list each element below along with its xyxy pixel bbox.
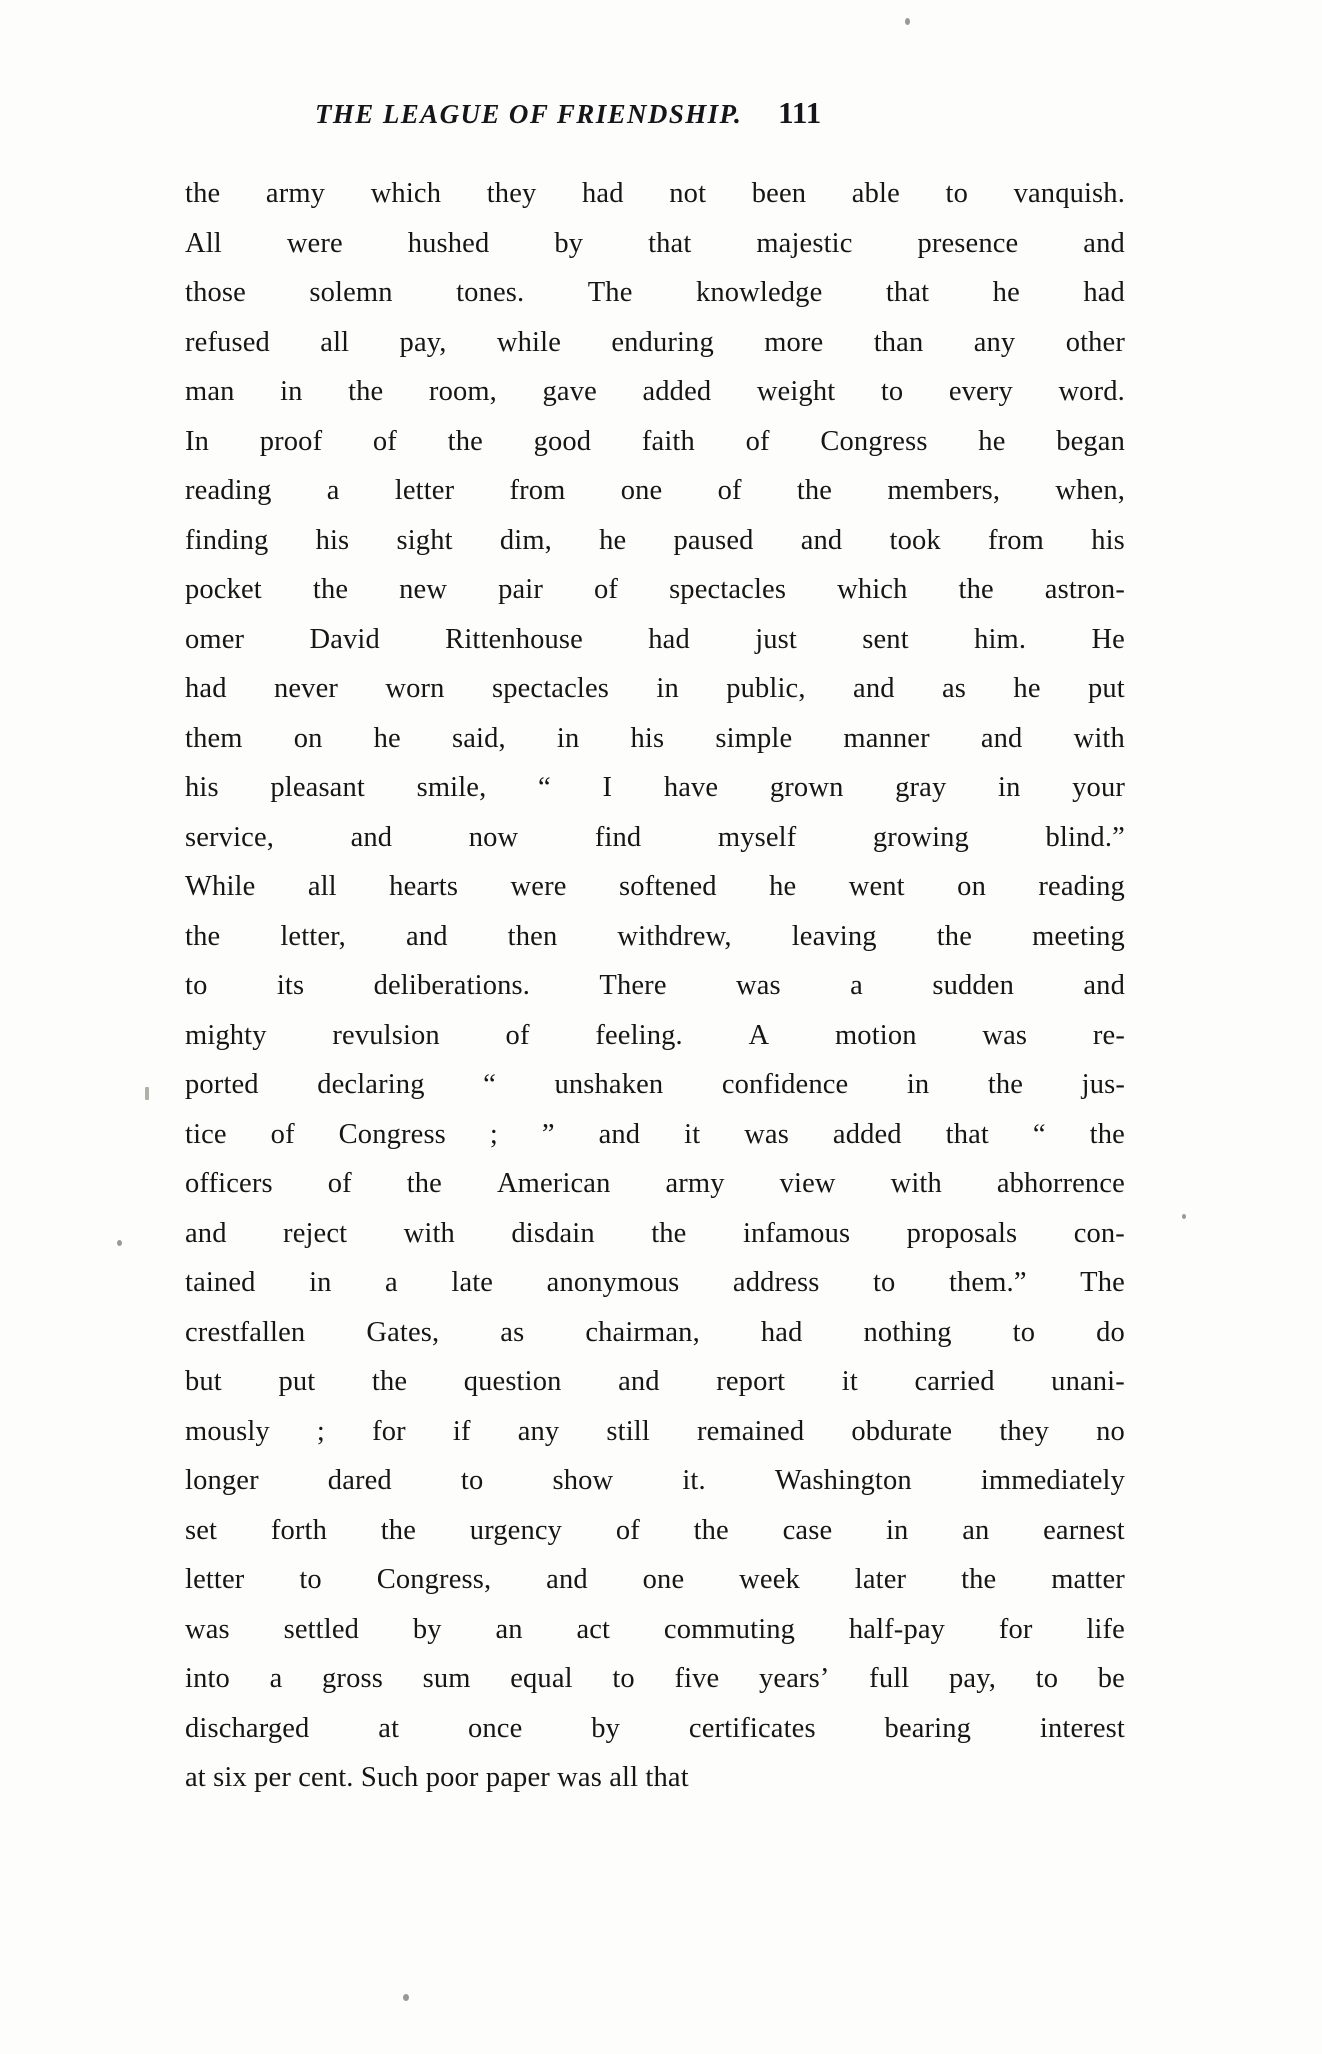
text-line: refused all pay, while enduring more than any other xyxy=(185,326,1125,358)
text-line: crestfallen Gates, as chairman, had nothing to do xyxy=(185,1316,1125,1348)
text-line: the army which they had not been able to vanquish. xyxy=(185,178,1125,209)
text-line: but put the question and report it carried unani- xyxy=(185,1366,1125,1397)
page-content xyxy=(185,95,1125,1803)
text-line: ported declaring “ unshaken confidence in the jus- xyxy=(185,1069,1125,1100)
text-line: discharged at once by certificates bearing interest xyxy=(185,1712,1125,1744)
text-line: pocket the new pair of spectacles which the astron- xyxy=(185,574,1125,605)
scan-speck xyxy=(145,1087,149,1100)
text-line: finding his sight dim, he paused and took from his xyxy=(185,524,1125,556)
paragraph xyxy=(185,169,1125,1803)
text-line: them on he said, in his simple manner and with xyxy=(185,722,1125,754)
text-line: While all hearts were softened he went on reading xyxy=(185,871,1125,902)
scan-speck xyxy=(117,1240,122,1246)
text-line: service, and now find myself growing blind.” xyxy=(185,821,1125,853)
text-line: All were hushed by that majestic presence and xyxy=(185,227,1125,259)
text-line: officers of the American army view with abhorrence xyxy=(185,1168,1125,1199)
text-line: and reject with disdain the infamous proposals con- xyxy=(185,1217,1125,1249)
text-line: letter to Congress, and one week later the matter xyxy=(185,1564,1125,1595)
text-line: his pleasant smile, “ I have grown gray in your xyxy=(185,772,1125,803)
scan-speck xyxy=(1182,1214,1186,1219)
scan-speck xyxy=(403,1994,409,2001)
text-line: mously ; for if any still remained obdurate they no xyxy=(185,1415,1125,1447)
running-head xyxy=(185,95,1125,131)
running-head-title: THE LEAGUE OF FRIENDSHIP. xyxy=(315,99,743,129)
text-line: those solemn tones. The knowledge that he had xyxy=(185,277,1125,308)
text-line: had never worn spectacles in public, and as he put xyxy=(185,673,1125,704)
text-line: to its deliberations. There was a sudden and xyxy=(185,970,1125,1001)
text-line: at six per cent. Such poor paper was all that xyxy=(185,1762,689,1793)
text-line: omer David Rittenhouse had just sent him. He xyxy=(185,623,1125,655)
body-text xyxy=(185,169,1125,1803)
scan-speck xyxy=(905,18,910,25)
text-line: man in the room, gave added weight to every word. xyxy=(185,376,1125,407)
text-line: tice of Congress ; ” and it was added that “ the xyxy=(185,1118,1125,1150)
text-line: mighty revulsion of feeling. A motion was re- xyxy=(185,1019,1125,1051)
text-line: In proof of the good faith of Congress he began xyxy=(185,425,1125,457)
text-line: into a gross sum equal to five years’ full pay, to be xyxy=(185,1663,1125,1694)
text-line: tained in a late anonymous address to them.” The xyxy=(185,1267,1125,1298)
text-line: the letter, and then withdrew, leaving the meeting xyxy=(185,920,1125,952)
page-number: 111 xyxy=(778,95,822,130)
text-line: longer dared to show it. Washington immediately xyxy=(185,1465,1125,1496)
text-line: was settled by an act commuting half-pay for life xyxy=(185,1613,1125,1645)
text-line: set forth the urgency of the case in an earnest xyxy=(185,1514,1125,1546)
text-line: reading a letter from one of the members, when, xyxy=(185,475,1125,506)
